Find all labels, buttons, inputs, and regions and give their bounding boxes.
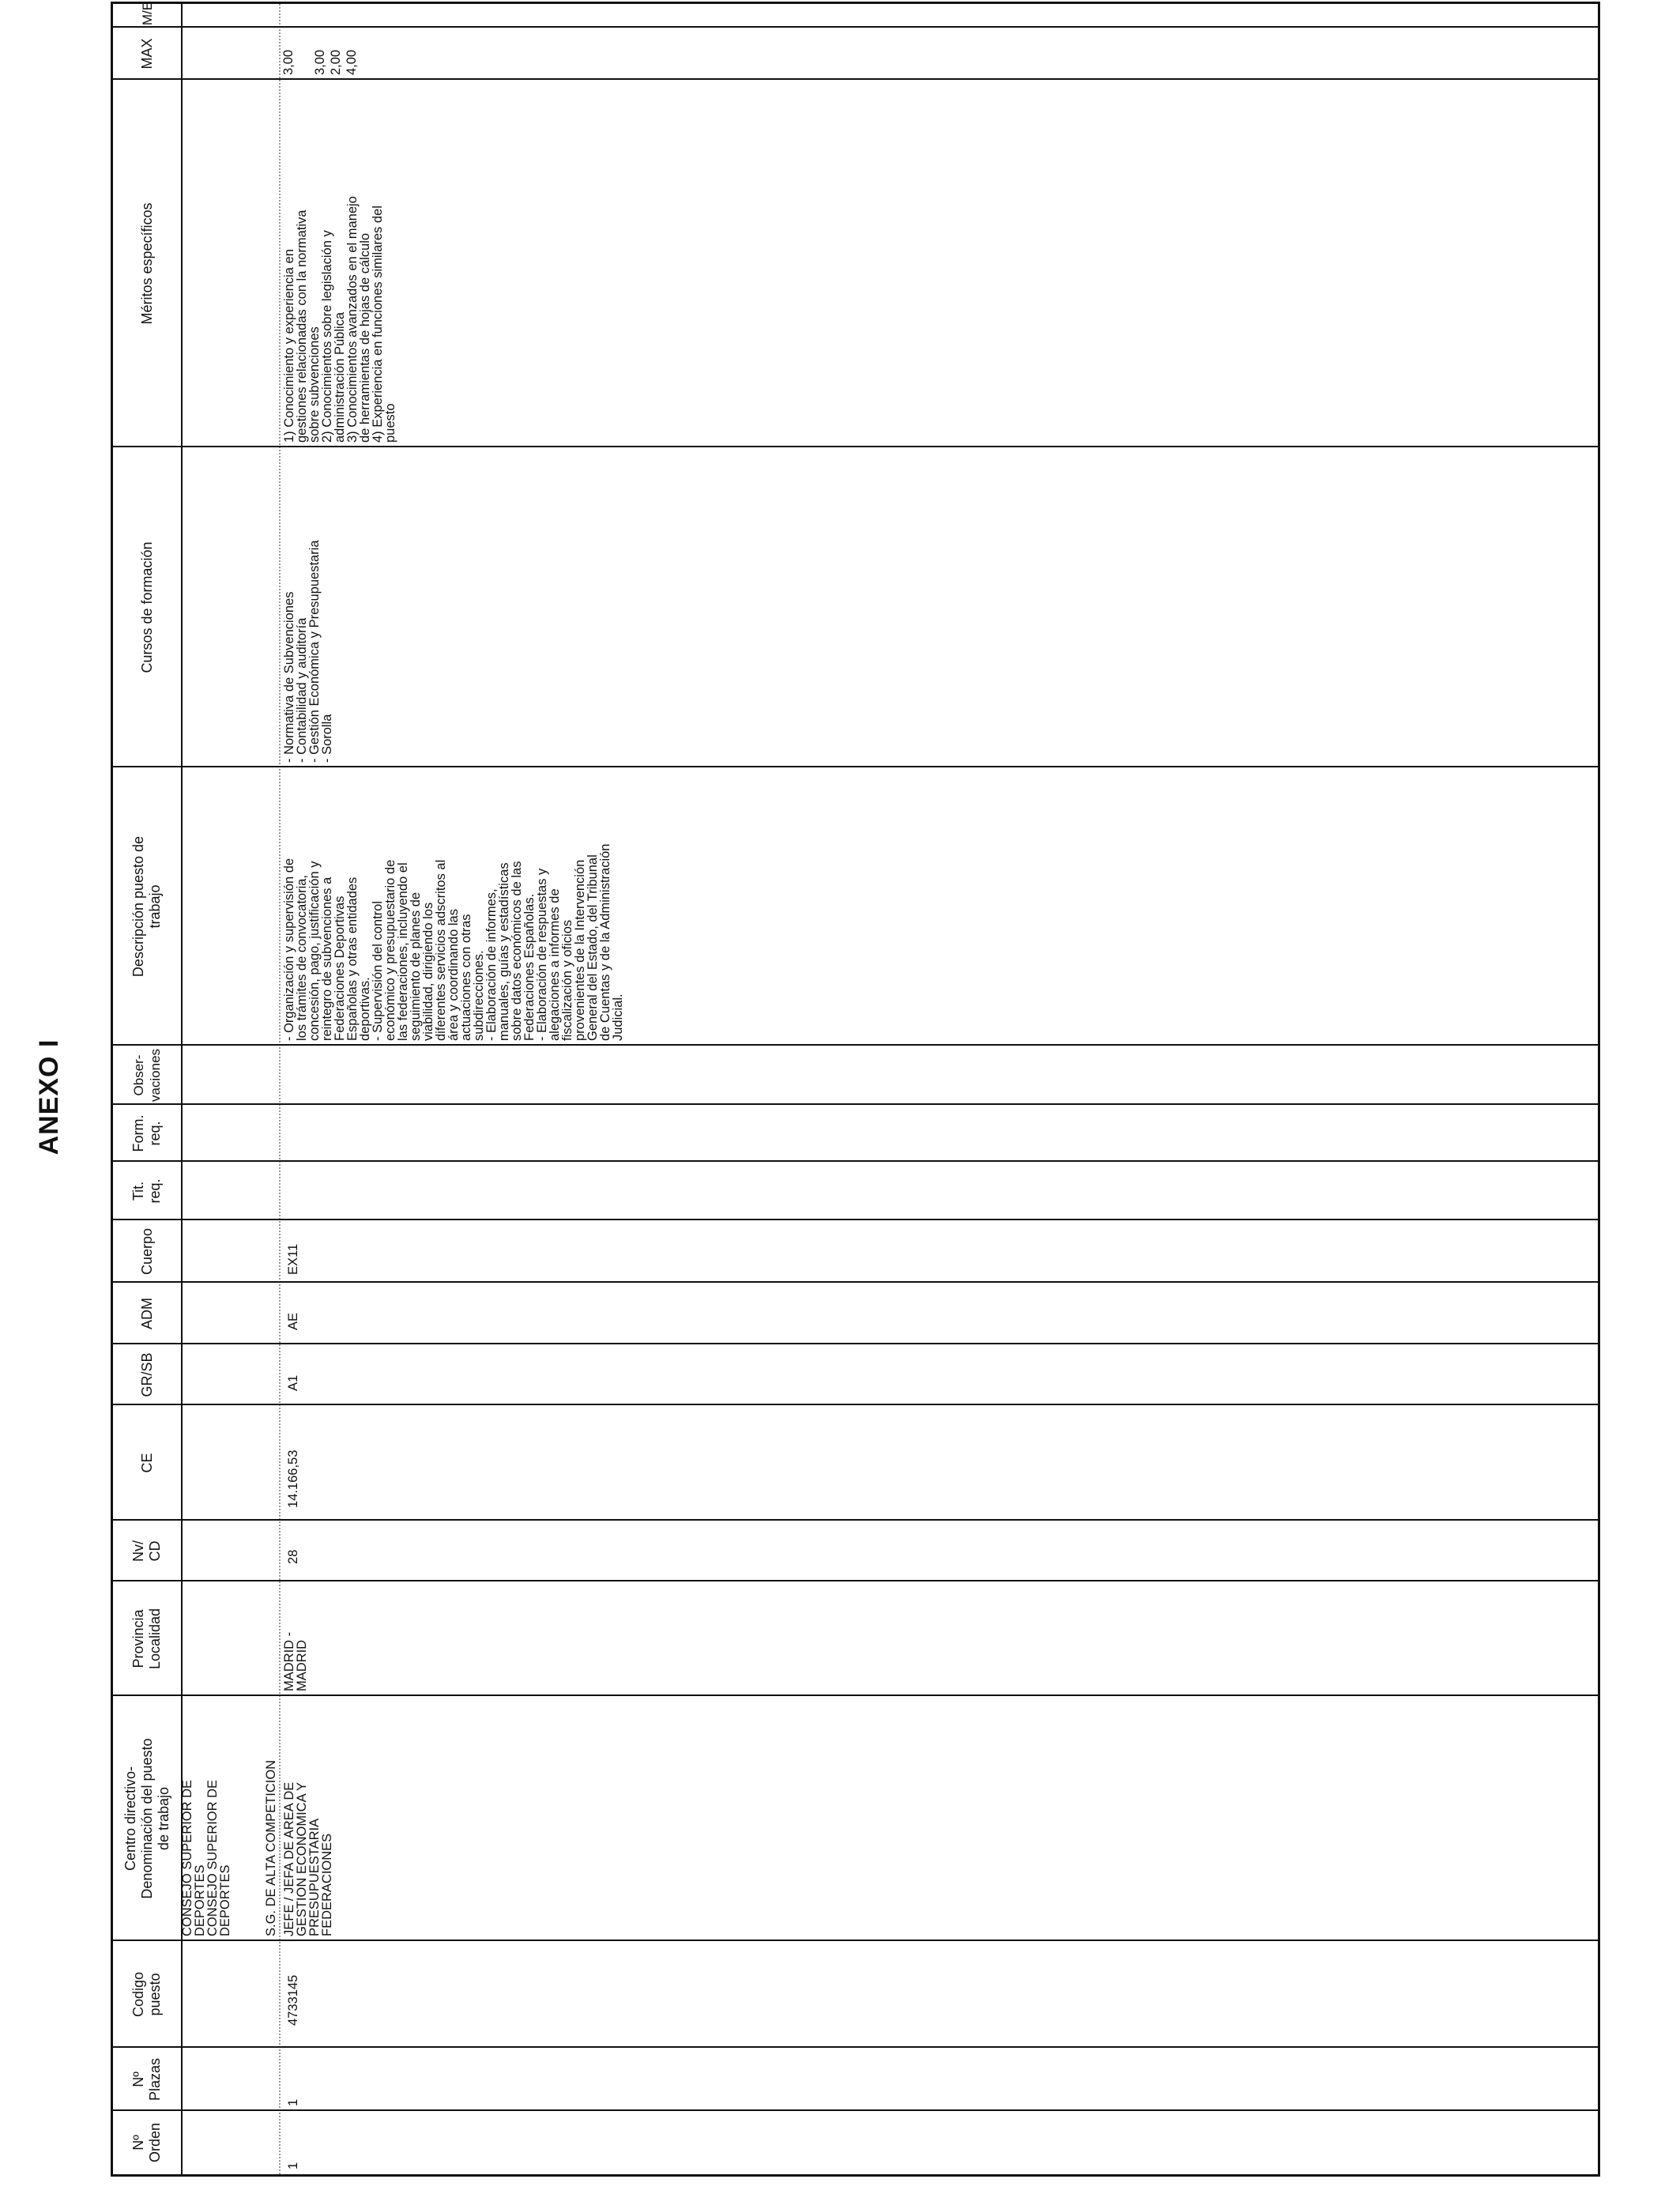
row-max-values — [281, 28, 360, 80]
centro-subdireccion: S.G. DE ALTA COMPETICION — [264, 1759, 278, 1936]
max-value: 3,00 — [281, 49, 296, 75]
col-divider — [113, 1343, 1598, 1344]
row-codigo: 4733145 — [286, 1974, 300, 2026]
header-adm: ADM — [138, 1298, 155, 1329]
header-nivel: Nv/ CD — [130, 1540, 163, 1562]
col-divider — [113, 1404, 1598, 1405]
row-plazas: 1 — [286, 2098, 300, 2106]
row-dotted-separator — [279, 4, 281, 2174]
row-denominacion: JEFE / JEFA DE AREA DE GESTION ECONOMICA Y PRESUPUESTARIA FEDERACIONES — [282, 1781, 334, 1936]
col-divider — [113, 2109, 1598, 2111]
row-meritos: 1) Conocimiento y experiencia en gestiones relacionadas con la normativa sobre subvenciones 2) Conocimientos sobre legislación y administración Pública 3) Conocimientos avanzados en el manejo de herramientas de hojas de cálculo 4) Experiencia en funciones similares del puesto — [282, 196, 397, 443]
col-divider — [113, 1940, 1598, 1941]
header-ce: CE — [138, 1453, 155, 1473]
row-orden: 1 — [286, 2162, 300, 2169]
row-grupo: A1 — [286, 1374, 300, 1391]
anexo-table — [111, 2, 1600, 2177]
centro-consejo-lines: CONSEJO SUPERIOR DE DEPORTES CONSEJO SUPERIOR DE DEPORTES — [180, 1779, 232, 1936]
header-max: MAX — [138, 38, 155, 70]
header-titulacion: Tit. req. — [130, 1178, 163, 1204]
col-divider — [113, 1160, 1598, 1162]
header-grupo: GR/SB — [138, 1352, 155, 1397]
header-cuerpo: Cuerpo — [138, 1227, 155, 1276]
col-divider — [113, 1519, 1598, 1521]
col-divider — [113, 1695, 1598, 1696]
row-cuerpo: EX11 — [286, 1243, 300, 1275]
col-divider — [113, 1580, 1598, 1581]
header-codigo: Codigo puesto — [130, 1971, 163, 2018]
header-cursos: Cursos de formación — [138, 541, 155, 673]
col-divider — [113, 1219, 1598, 1220]
header-provincia: Provincia Localidad — [130, 1608, 163, 1670]
header-meritos: Méritos específicos — [138, 202, 155, 325]
row-ce: 14.166,53 — [286, 1449, 300, 1508]
header-observaciones: Obser- vaciones — [131, 1048, 163, 1103]
col-divider — [113, 1281, 1598, 1283]
col-divider — [113, 1103, 1598, 1105]
row-descripcion: - Organización y supervisión de los trámites de convocatoria, concesión, pago, justificación y reintegro de subvenciones a Federaciones Deportivas Españolas y otras entidades deportivas. - Supervisión del control económico y presupuestario de las federaciones, incluyendo el seguimiento de planes de viabilidad, dirigiendo los diferentes servicios adscritos al área y coordinando las actuaciones con otras subdirecciones. - Elaboración de informes, manuales, guías y estadísticas sobre datos económicos de las Federaciones Españolas. - Elaboración de respuestas y alegaciones a informes de fiscalización y oficios provenientes de la Intervención General del Estado, del Tribunal de Cuentas y de la Administración Judicial. — [282, 843, 625, 1041]
row-provincia: MADRID - MADRID — [282, 1631, 309, 1691]
row-cursos: - Normativa de Subvenciones - Contabilidad y auditoría - Gestión Económica y Presupuestaria - Sorolla — [282, 540, 334, 763]
document-title: ANEXO I — [34, 1039, 64, 1155]
col-divider — [113, 2046, 1598, 2048]
max-value: 3,00 — [313, 49, 327, 75]
header-orden: Nº Orden — [130, 2122, 163, 2163]
header-descripcion: Descripción puesto de trabajo — [130, 835, 163, 978]
row-adm: AE — [286, 1312, 300, 1330]
header-formacion: Form. req. — [130, 1114, 163, 1152]
max-value: 2,00 — [329, 49, 343, 75]
row-nivel: 28 — [286, 1549, 300, 1564]
header-me: M/E — [139, 1, 155, 26]
header-centro: Centro directivo- Denominación del puesto de trabajo — [122, 1738, 171, 1899]
header-plazas: Nº Plazas — [130, 2057, 163, 2102]
max-value: 4,00 — [345, 49, 359, 75]
